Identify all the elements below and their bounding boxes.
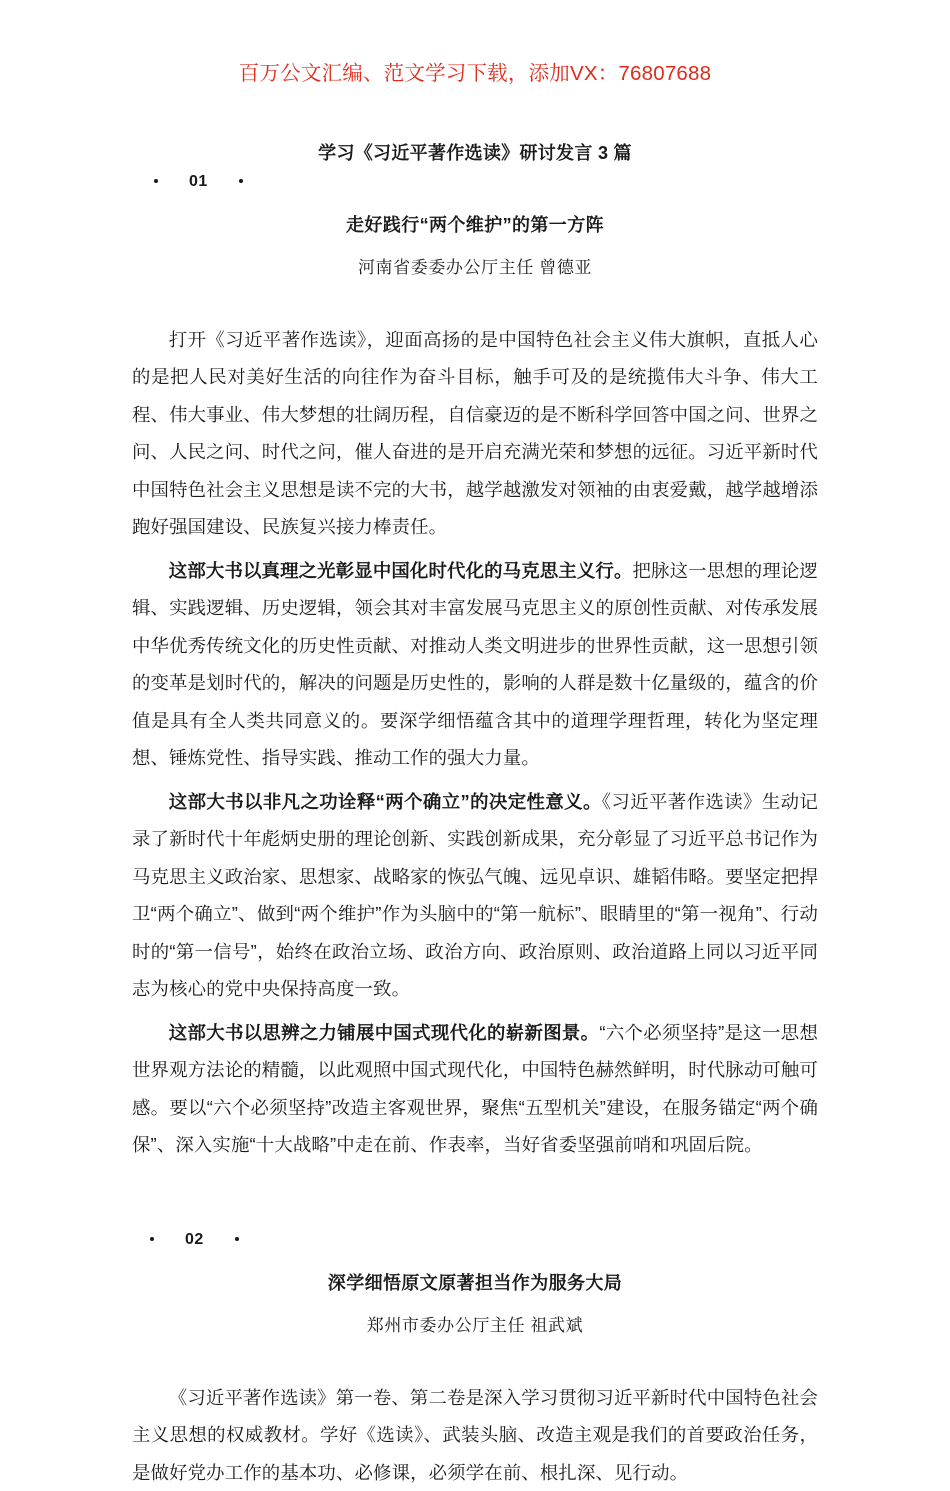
paragraph <box>132 1339 818 1491</box>
page-title: 学习《习近平著作选读》研讨发言 3 篇 <box>318 142 632 163</box>
promo-text: 百万公文汇编、范文学习下载，添加VX：76807688 <box>238 62 712 85</box>
paragraph-lead: 这部大书以非凡之功诠释“两个确立”的决定性意义。 <box>168 790 602 812</box>
bullet-dot-right-icon <box>235 1237 239 1241</box>
bullet-dot-left-icon <box>154 179 158 183</box>
promo-banner <box>132 0 818 87</box>
paragraph-text: 《习近平著作选读》第一卷、第二卷是深入学习贯彻习近平新时代中国特色社会主义思想的权威教材。学好《选读》、武装头脑、改造主观是我们的首要政治任务，是做好党办工作的基本功、必修课，必须学在前、根扎深、见行动。 <box>132 1386 818 1483</box>
section-author-02: 郑州市委办公厅主任 祖武斌 <box>366 1316 584 1336</box>
bullet-dot-right-icon <box>239 179 243 183</box>
paragraph-lead: 这部大书以真理之光彰显中国化时代化的马克思主义行。 <box>168 559 633 581</box>
paragraph <box>132 1014 818 1164</box>
bullet-dot-left-icon <box>150 1237 154 1241</box>
section-number-01 <box>132 166 818 194</box>
section-title-01: 走好践行“两个维护”的第一方阵 <box>346 215 604 236</box>
paragraph-text: 打开《习近平著作选读》，迎面高扬的是中国特色社会主义伟大旗帜，直抵人心的是把人民对美好生活的向往作为奋斗目标，触手可及的是统揽伟大斗争、伟大工程、伟大事业、伟大梦想的壮阔历程，自信豪迈的是不断科学回答中国之问、世界之问、人民之问、时代之问，催人奋进的是开启充满光荣和梦想的远征。习近平新时代中国特色社会主义思想是读不完的大书，越学越激发对领袖的由衷爱戴，越学越增添跑好强国建设、民族复兴接力棒责任。 <box>132 328 819 538</box>
paragraph <box>132 783 818 1008</box>
section-author-01: 河南省委委办公厅主任 曾德亚 <box>357 258 593 278</box>
paragraph <box>132 552 818 777</box>
paragraph-text: “六个必须坚持”是这一思想世界观方法论的精髓，以此观照中国式现代化，中国特色赫然鲜明，时代脉动可触可感。要以“六个必须坚持”改造主客观世界，聚焦“五型机关”建设，在服务锚定“两个确保”、深入实施“十大战略”中走在前、作表率，当好省委坚强前哨和巩固后院。 <box>132 1021 819 1156</box>
section-number-02 <box>132 1228 818 1252</box>
section-number-label: 01 <box>188 172 208 190</box>
section-number-label: 02 <box>184 1230 204 1248</box>
section-spacer <box>132 1164 818 1228</box>
paragraph-text: 《习近平著作选读》生动记录了新时代十年彪炳史册的理论创新、实践创新成果，充分彰显了习近平总书记作为马克思主义政治家、思想家、战略家的恢弘气魄、远见卓识、雄韬伟略。要坚定把捍卫“两个确立”、做到“两个维护”作为头脑中的“第一航标”、眼睛里的“第一视角”、行动时的“第一信号”，始终在政治立场、政治方向、政治原则、政治道路上同以习近平同志为核心的党中央保持高度一致。 <box>132 790 819 1000</box>
paragraph-lead: 这部大书以思辨之力铺展中国式现代化的崭新图景。 <box>168 1021 600 1043</box>
section-title-02: 深学细悟原文原著担当作为服务大局 <box>327 1272 623 1293</box>
paragraph-text: 把脉这一思想的理论逻辑、实践逻辑、历史逻辑，领会其对丰富发展马克思主义的原创性贡献、对传承发展中华优秀传统文化的历史性贡献、对推动人类文明进步的世界性贡献，这一思想引领的变革是划时代的，解决的问题是历史性的，影响的人群是数十亿量级的，蕴含的价值是具有全人类共同意义的。要深学细悟蕴含其中的道理学理哲理，转化为坚定理想、锤炼党性、指导实践、推动工作的强大力量。 <box>132 559 819 769</box>
paragraph <box>132 281 818 546</box>
